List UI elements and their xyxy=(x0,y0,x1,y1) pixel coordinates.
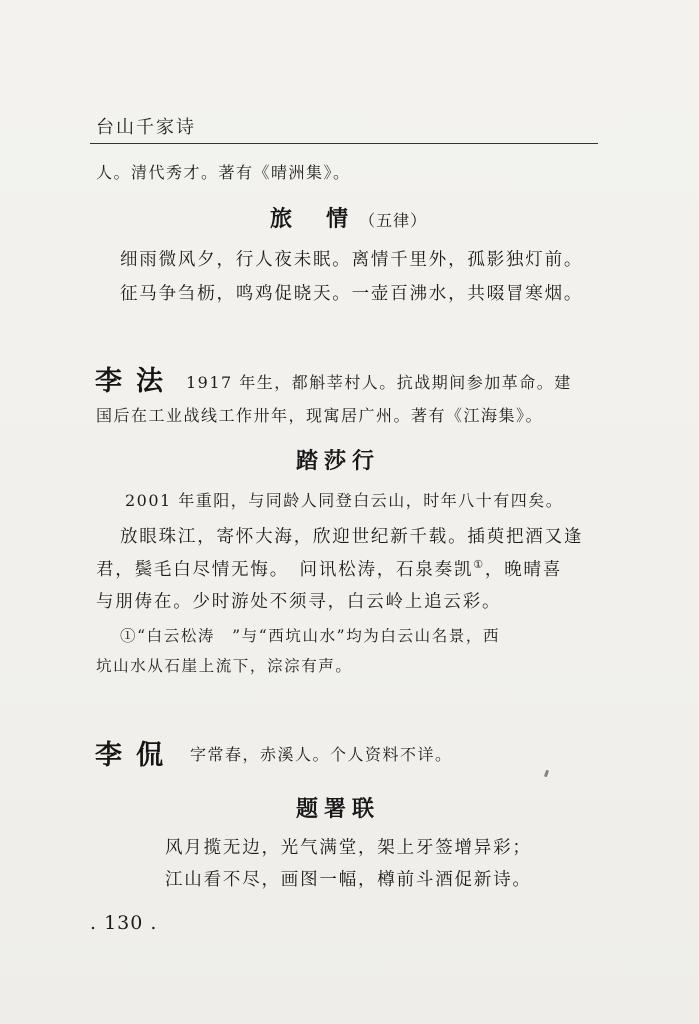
page-number: . 130 . xyxy=(90,912,158,934)
running-head: 台山千家诗 xyxy=(96,117,196,138)
poem-title: 旅 情 xyxy=(270,207,355,232)
poem-title-block xyxy=(270,202,427,233)
continuation-text: 人。清代秀才。著有《晴洲集》。 xyxy=(96,163,351,182)
poem-line: 征马争刍枥，鸣鸡促晓天。一壶百沸水，共啜冒寒烟。 xyxy=(120,284,584,304)
poem-line: 放眼珠江，寄怀大海，欣迎世纪新千载。插萸把酒又逢 xyxy=(120,527,584,547)
author-bio: 国后在工业战线工作卅年，现寓居广州。著有《江海集》。 xyxy=(96,406,544,425)
footnote-text: ①“白云松涛 ”与“西坑山水”均为白云山名景，西 xyxy=(120,627,501,645)
author-name: 李侃 xyxy=(95,740,177,771)
header-rule xyxy=(90,143,598,144)
poem-line: 风月揽无边，光气满堂，架上牙签增异彩； xyxy=(165,838,532,858)
footnote-marker: ① xyxy=(473,558,485,572)
poem-preface: 2001 年重阳，与同龄人同登白云山，时年八十有四矣。 xyxy=(125,491,564,510)
author-name: 李法 xyxy=(95,366,177,397)
poem-title: 踏莎行 xyxy=(296,449,381,474)
author-bio: 1917 年生，都斛莘村人。抗战期间参加革命。建 xyxy=(186,373,572,392)
poem-title: 题署联 xyxy=(296,797,381,822)
paper-speck xyxy=(544,770,549,778)
poem-form: （五律） xyxy=(359,211,428,230)
poem-line-text: ，晚晴喜 xyxy=(484,560,563,580)
footnote-text: 坑山水从石崖上流下，淙淙有声。 xyxy=(96,657,353,675)
poem-line: 与朋俦在。少时游处不须寻，白云岭上追云彩。 xyxy=(96,592,502,612)
poem-line: 细雨微风夕，行人夜未眠。离情千里外，孤影独灯前。 xyxy=(120,250,584,270)
poem-line: 江山看不尽，画图一幅，樽前斗酒促新诗。 xyxy=(165,870,532,890)
author-bio: 字常春，赤溪人。个人资料不详。 xyxy=(190,745,453,764)
poem-line xyxy=(96,556,562,581)
poem-line-text: 君，鬓毛白尽情无悔。 问讯松涛，石泉奏凯 xyxy=(96,560,474,580)
